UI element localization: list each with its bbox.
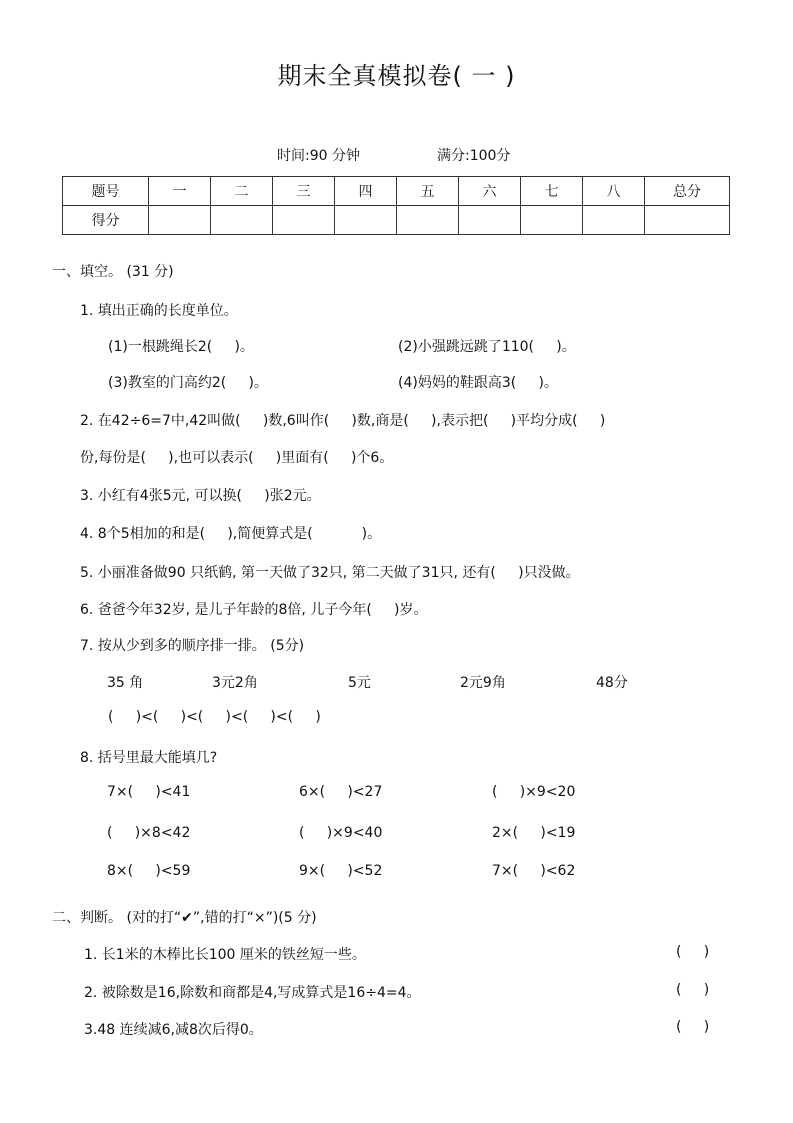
q7-item: 35 角 [107, 675, 144, 691]
full-score: 满分:100分 [437, 148, 511, 164]
q8-item: 8×( )<59 [107, 863, 191, 879]
q6: 6. 爸爸今年32岁, 是儿子年龄的8倍, 儿子今年( )岁。 [80, 602, 428, 618]
q1-d: (4)妈妈的鞋跟高3( )。 [398, 375, 558, 391]
q7-item: 2元9角 [460, 675, 506, 691]
score-table-score-row [63, 206, 730, 235]
header-cell: 三 [273, 177, 335, 206]
q1-b: (2)小强跳远跳了110( )。 [398, 339, 576, 355]
score-cell[interactable] [397, 206, 459, 235]
header-cell: 七 [521, 177, 583, 206]
judge-answer-paren[interactable]: ( ) [676, 944, 710, 960]
q8-item: 7×( )<62 [492, 863, 576, 879]
q7-item: 5元 [348, 675, 371, 691]
q8-item: 2×( )<19 [492, 825, 576, 841]
q7-item: 48分 [596, 675, 628, 691]
score-cell[interactable] [211, 206, 273, 235]
score-cell[interactable] [521, 206, 583, 235]
section1-heading: 一、填空。 (31 分) [52, 264, 174, 280]
header-cell: 四 [335, 177, 397, 206]
q1-c: (3)教室的门高约2( )。 [108, 375, 268, 391]
exam-time: 时间:90 分钟 [277, 148, 360, 164]
q7-order: ( )<( )<( )<( )<( ) [108, 709, 321, 725]
score-table [62, 176, 730, 235]
header-cell: 题号 [63, 177, 149, 206]
q8-item: ( )×8<42 [107, 825, 191, 841]
header-cell: 一 [149, 177, 211, 206]
q1-a: (1)一根跳绳长2( )。 [108, 339, 254, 355]
page-title: 期末全真模拟卷( 一 ) [277, 62, 516, 90]
score-cell[interactable] [645, 206, 730, 235]
score-cell[interactable] [273, 206, 335, 235]
score-cell[interactable] [335, 206, 397, 235]
header-cell: 六 [459, 177, 521, 206]
score-cell[interactable] [583, 206, 645, 235]
judge-item: 3.48 连续减6,减8次后得0。 [84, 1022, 263, 1038]
header-cell: 总分 [645, 177, 730, 206]
q1-stem: 1. 填出正确的长度单位。 [80, 303, 238, 319]
score-row-label: 得分 [63, 206, 149, 235]
score-table-header-row [63, 177, 730, 206]
q3: 3. 小红有4张5元, 可以换( )张2元。 [80, 488, 321, 504]
q5: 5. 小丽准备做90 只纸鹤, 第一天做了32只, 第二天做了31只, 还有( )只没做。 [80, 565, 580, 581]
header-cell: 八 [583, 177, 645, 206]
q8-item: 6×( )<27 [299, 784, 383, 800]
judge-answer-paren[interactable]: ( ) [676, 982, 710, 998]
header-cell: 五 [397, 177, 459, 206]
section2-heading: 二、判断。 (对的打“✔”,错的打“×”)(5 分) [52, 910, 317, 926]
q4: 4. 8个5相加的和是( ),简便算式是( )。 [80, 526, 382, 542]
header-cell: 二 [211, 177, 273, 206]
judge-item: 2. 被除数是16,除数和商都是4,写成算式是16÷4=4。 [84, 985, 421, 1001]
q2-line1: 2. 在42÷6=7中,42叫做( )数,6叫作( )数,商是( ),表示把( )平均分成( ) [80, 413, 606, 429]
q8-item: ( )×9<20 [492, 784, 576, 800]
score-cell[interactable] [149, 206, 211, 235]
q8-item: ( )×9<40 [299, 825, 383, 841]
judge-answer-paren[interactable]: ( ) [676, 1019, 710, 1035]
q7-item: 3元2角 [212, 675, 258, 691]
score-cell[interactable] [459, 206, 521, 235]
q8-stem: 8. 括号里最大能填几? [80, 750, 218, 766]
q8-item: 9×( )<52 [299, 863, 383, 879]
judge-item: 1. 长1米的木棒比长100 厘米的铁丝短一些。 [84, 947, 366, 963]
q2-line2: 份,每份是( ),也可以表示( )里面有( )个6。 [80, 450, 394, 466]
q7-stem: 7. 按从少到多的顺序排一排。 (5分) [80, 638, 305, 654]
q8-item: 7×( )<41 [107, 784, 191, 800]
